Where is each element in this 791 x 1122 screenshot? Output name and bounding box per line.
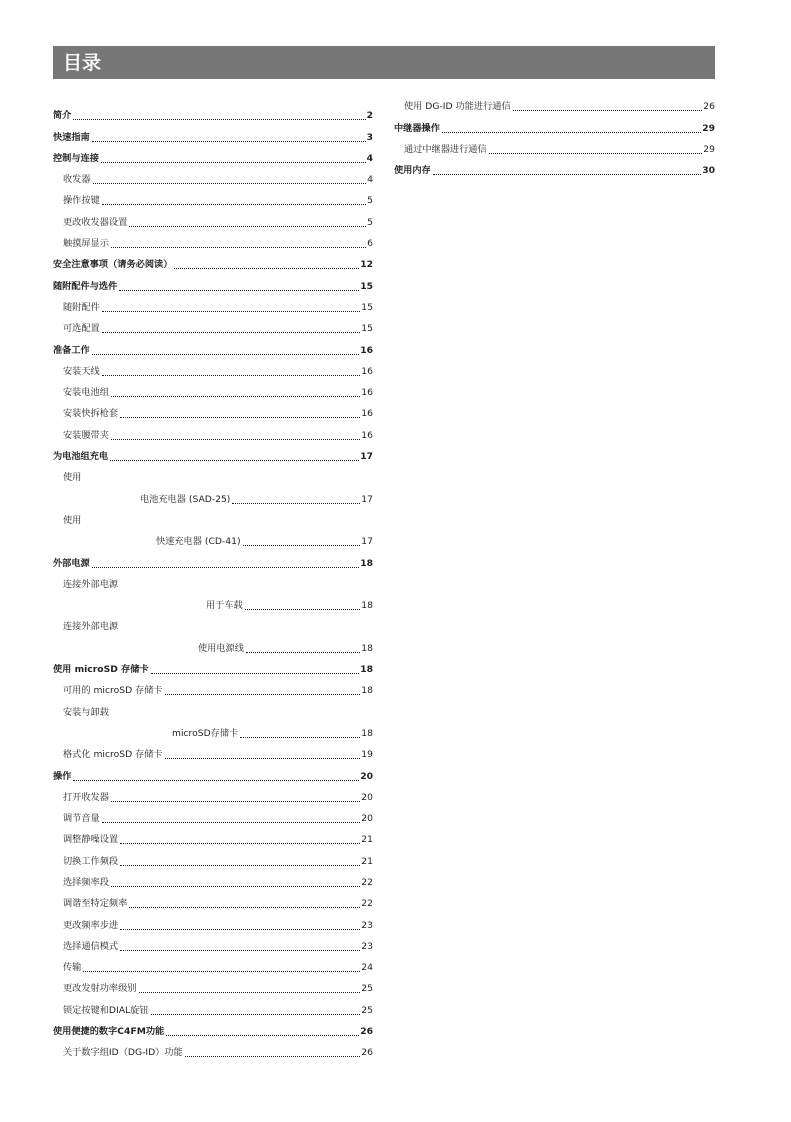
toc-page-number: 25 [361, 983, 373, 995]
toc-section-entry[interactable] [53, 144, 373, 165]
dot-leader [246, 652, 360, 653]
dot-leader [102, 204, 366, 205]
dot-leader [232, 503, 360, 504]
toc-entry-title: 控制与连接 [53, 152, 99, 164]
toc-page-number: 21 [361, 855, 373, 867]
toc-page-number: 18 [361, 685, 373, 697]
toc-subsection-entry[interactable] [53, 825, 373, 846]
dot-leader [111, 439, 360, 440]
dot-leader [120, 950, 360, 951]
toc-subsection-entry[interactable] [53, 995, 373, 1016]
toc-page-number: 18 [360, 557, 373, 569]
toc-subsection-entry[interactable] [53, 846, 373, 867]
toc-subsection-entry[interactable] [53, 399, 373, 420]
toc-entry-title: 安装与卸载 [63, 706, 109, 718]
toc-wrapped-entry[interactable] [53, 484, 373, 505]
toc-page-number: 5 [367, 216, 373, 228]
toc-page-number: 22 [361, 876, 373, 888]
dot-leader [111, 396, 360, 397]
toc-wrapped-entry[interactable] [53, 527, 373, 548]
toc-section-entry[interactable] [53, 122, 373, 143]
toc-entry-title: 切换工作频段 [63, 855, 119, 867]
dot-leader [165, 694, 361, 695]
toc-entry-title: 传输 [63, 962, 82, 974]
dot-leader [120, 929, 360, 930]
toc-subsection-entry[interactable] [53, 378, 373, 399]
toc-wrapped-entry[interactable] [53, 591, 373, 612]
toc-subsection-entry[interactable] [53, 953, 373, 974]
toc-page-number: 15 [361, 323, 373, 335]
toc-subsection-entry[interactable] [53, 889, 373, 910]
toc-page-number: 17 [360, 451, 373, 463]
toc-wrapped-entry[interactable] [53, 633, 373, 654]
toc-page-number: 25 [361, 1004, 373, 1016]
toc-page-number: 21 [361, 834, 373, 846]
toc-wrapped-label [53, 697, 373, 718]
toc-subsection-entry[interactable] [53, 974, 373, 995]
dot-leader [442, 132, 701, 133]
toc-page-number: 30 [702, 165, 715, 177]
toc-entry-title: 通过中继器进行通信 [404, 143, 487, 155]
toc-subsection-entry[interactable] [53, 293, 373, 314]
toc-entry-title: 调整静噪设置 [63, 834, 119, 846]
toc-page-number: 4 [367, 174, 373, 186]
toc-entry-title: 操作按键 [63, 195, 100, 207]
toc-page-number: 20 [361, 813, 373, 825]
dot-leader [129, 907, 360, 908]
toc-wrapped-entry[interactable] [53, 719, 373, 740]
toc-page-number: 19 [361, 749, 373, 761]
toc-subsection-entry[interactable] [394, 92, 715, 113]
toc-entry-title: 使用电源线 [198, 642, 244, 654]
toc-entry-title: 中继器操作 [394, 122, 440, 134]
dot-leader [174, 268, 359, 269]
toc-subsection-entry[interactable] [53, 804, 373, 825]
dot-leader [111, 247, 366, 248]
toc-section-entry[interactable] [53, 1017, 373, 1038]
toc-left-column [53, 101, 373, 1059]
toc-page-number: 17 [361, 536, 373, 548]
toc-entry-title: 外部电源 [53, 557, 90, 569]
toc-entry-title: 用于车载 [206, 600, 243, 612]
dot-leader [102, 311, 361, 312]
toc-wrapped-label [53, 463, 373, 484]
toc-wrapped-label [53, 506, 373, 527]
toc-entry-title: 锁定按键和DIAL旋钮 [63, 1004, 149, 1016]
toc-page-number: 16 [361, 408, 373, 420]
toc-entry-title: 安装腰带夹 [63, 429, 109, 441]
dot-leader [166, 1035, 359, 1036]
dot-leader [240, 737, 360, 738]
toc-entry-title: 为电池组充电 [53, 451, 109, 463]
dot-leader [513, 110, 703, 111]
toc-entry-title: 使用 [63, 472, 82, 484]
dot-leader [151, 673, 360, 674]
toc-page-number: 20 [361, 791, 373, 803]
dot-leader [243, 545, 361, 546]
toc-entry-title: 选择频率段 [63, 876, 109, 888]
toc-page-number: 23 [361, 940, 373, 952]
toc-entry-title: 选择通信模式 [63, 940, 119, 952]
toc-page-number: 29 [702, 122, 715, 134]
toc-page-number: 18 [360, 664, 373, 676]
toc-entry-title: 快速充电器 (CD-41) [156, 536, 241, 548]
toc-page-number: 26 [703, 101, 715, 113]
toc-subsection-entry[interactable] [53, 229, 373, 250]
toc-section-entry[interactable] [394, 113, 715, 134]
toc-entry-title: 安装天线 [63, 365, 100, 377]
toc-subsection-entry[interactable] [53, 357, 373, 378]
toc-subsection-entry[interactable] [53, 932, 373, 953]
toc-page-number: 17 [361, 493, 373, 505]
toc-subsection-entry[interactable] [53, 868, 373, 889]
toc-page-number: 16 [361, 387, 373, 399]
toc-entry-title: 安全注意事项（请务必阅读） [53, 259, 173, 271]
toc-entry-title: 更改收发器设置 [63, 216, 128, 228]
toc-subsection-entry[interactable] [53, 420, 373, 441]
dot-leader [102, 332, 361, 333]
toc-entry-title: 安装电池组 [63, 387, 109, 399]
toc-entry-title: 使用 [63, 514, 82, 526]
toc-entry-title: 收发器 [63, 174, 91, 186]
dot-leader [139, 992, 361, 993]
toc-subsection-entry[interactable] [53, 783, 373, 804]
toc-page-number: 18 [361, 642, 373, 654]
toc-entry-title: 连接外部电源 [63, 621, 119, 633]
dot-leader [83, 971, 360, 972]
toc-right-column [394, 92, 715, 177]
dot-leader [165, 758, 361, 759]
toc-section-entry[interactable] [53, 655, 373, 676]
toc-entry-title: 格式化 microSD 存储卡 [63, 749, 163, 761]
toc-subsection-entry[interactable] [53, 1038, 373, 1059]
toc-section-entry[interactable] [53, 271, 373, 292]
dot-leader [120, 843, 360, 844]
toc-page-number: 3 [366, 131, 373, 143]
dot-leader [120, 417, 360, 418]
toc-subsection-entry[interactable] [53, 676, 373, 697]
toc-entry-title: 关于数字组ID（DG-ID）功能 [63, 1047, 183, 1059]
toc-entry-title: 触摸屏显示 [63, 238, 109, 250]
dot-leader [185, 1056, 361, 1057]
toc-section-entry[interactable] [53, 101, 373, 122]
toc-page-number: 6 [367, 238, 373, 250]
toc-page-number: 15 [361, 301, 373, 313]
toc-entry-title: 随附配件与选件 [53, 280, 118, 292]
dot-leader [110, 460, 359, 461]
dot-leader [73, 119, 365, 120]
dot-leader [119, 290, 359, 291]
toc-page-number: 23 [361, 919, 373, 931]
toc-entry-title: 准备工作 [53, 344, 90, 356]
toc-page-number: 4 [366, 152, 373, 164]
toc-page-number: 16 [361, 429, 373, 441]
dot-leader [111, 886, 360, 887]
toc-section-entry[interactable] [53, 250, 373, 271]
toc-page-number: 26 [361, 1047, 373, 1059]
toc-page-number: 16 [360, 344, 373, 356]
dot-leader [92, 354, 359, 355]
page-title: 目录 [63, 52, 102, 74]
toc-entry-title: microSD存储卡 [172, 727, 239, 739]
toc-page-number: 26 [360, 1026, 373, 1038]
toc-entry-title: 电池充电器 (SAD-25) [140, 493, 231, 505]
toc-page-number: 12 [360, 259, 373, 271]
toc-wrapped-label [53, 612, 373, 633]
dot-leader [93, 183, 367, 184]
dot-leader [92, 567, 359, 568]
toc-entry-title: 可用的 microSD 存储卡 [63, 685, 163, 697]
toc-page-number: 16 [361, 365, 373, 377]
toc-entry-title: 使用 DG-ID 功能进行通信 [404, 101, 511, 113]
toc-entry-title: 更改频率步进 [63, 919, 119, 931]
toc-wrapped-label [53, 570, 373, 591]
toc-entry-title: 更改发射功率级别 [63, 983, 137, 995]
toc-entry-title: 简介 [53, 110, 72, 122]
toc-section-entry[interactable] [53, 335, 373, 356]
toc-section-entry[interactable] [53, 548, 373, 569]
dot-leader [129, 226, 366, 227]
toc-entry-title: 可选配置 [63, 323, 100, 335]
toc-subsection-entry[interactable] [53, 207, 373, 228]
dot-leader [92, 141, 366, 142]
toc-subsection-entry[interactable] [53, 186, 373, 207]
toc-page-number: 15 [360, 280, 373, 292]
toc-subsection-entry[interactable] [394, 135, 715, 156]
toc-subsection-entry[interactable] [53, 314, 373, 335]
toc-page-number: 22 [361, 898, 373, 910]
toc-entry-title: 快速指南 [53, 131, 90, 143]
dot-leader [433, 174, 701, 175]
toc-entry-title: 调谐至特定频率 [63, 898, 128, 910]
toc-subsection-entry[interactable] [53, 740, 373, 761]
dot-leader [245, 609, 361, 610]
dot-leader [111, 801, 360, 802]
toc-page-number: 5 [367, 195, 373, 207]
toc-page-number: 20 [360, 770, 373, 782]
toc-header-bar [53, 46, 715, 79]
toc-entry-title: 使用 microSD 存储卡 [53, 664, 149, 676]
toc-entry-title: 使用内存 [394, 165, 431, 177]
toc-entry-title: 使用便捷的数字C4FM功能 [53, 1026, 165, 1038]
toc-page-number: 18 [361, 727, 373, 739]
toc-page-number: 2 [366, 110, 373, 122]
toc-entry-title: 操作 [53, 770, 72, 782]
dot-leader [73, 780, 359, 781]
toc-page-number: 24 [361, 962, 373, 974]
toc-section-entry[interactable] [53, 761, 373, 782]
toc-entry-title: 打开收发器 [63, 791, 109, 803]
toc-section-entry[interactable] [394, 156, 715, 177]
dot-leader [102, 375, 361, 376]
dot-leader [151, 1014, 361, 1015]
toc-subsection-entry[interactable] [53, 165, 373, 186]
dot-leader [120, 865, 360, 866]
toc-page-number: 18 [361, 600, 373, 612]
dot-leader [101, 162, 366, 163]
toc-entry-title: 安装快拆枪套 [63, 408, 119, 420]
toc-entry-title: 连接外部电源 [63, 578, 119, 590]
toc-entry-title: 随附配件 [63, 301, 100, 313]
toc-entry-title: 调节音量 [63, 813, 100, 825]
toc-page-number: 29 [703, 143, 715, 155]
toc-section-entry[interactable] [53, 442, 373, 463]
dot-leader [489, 153, 703, 154]
toc-subsection-entry[interactable] [53, 910, 373, 931]
dot-leader [102, 822, 361, 823]
